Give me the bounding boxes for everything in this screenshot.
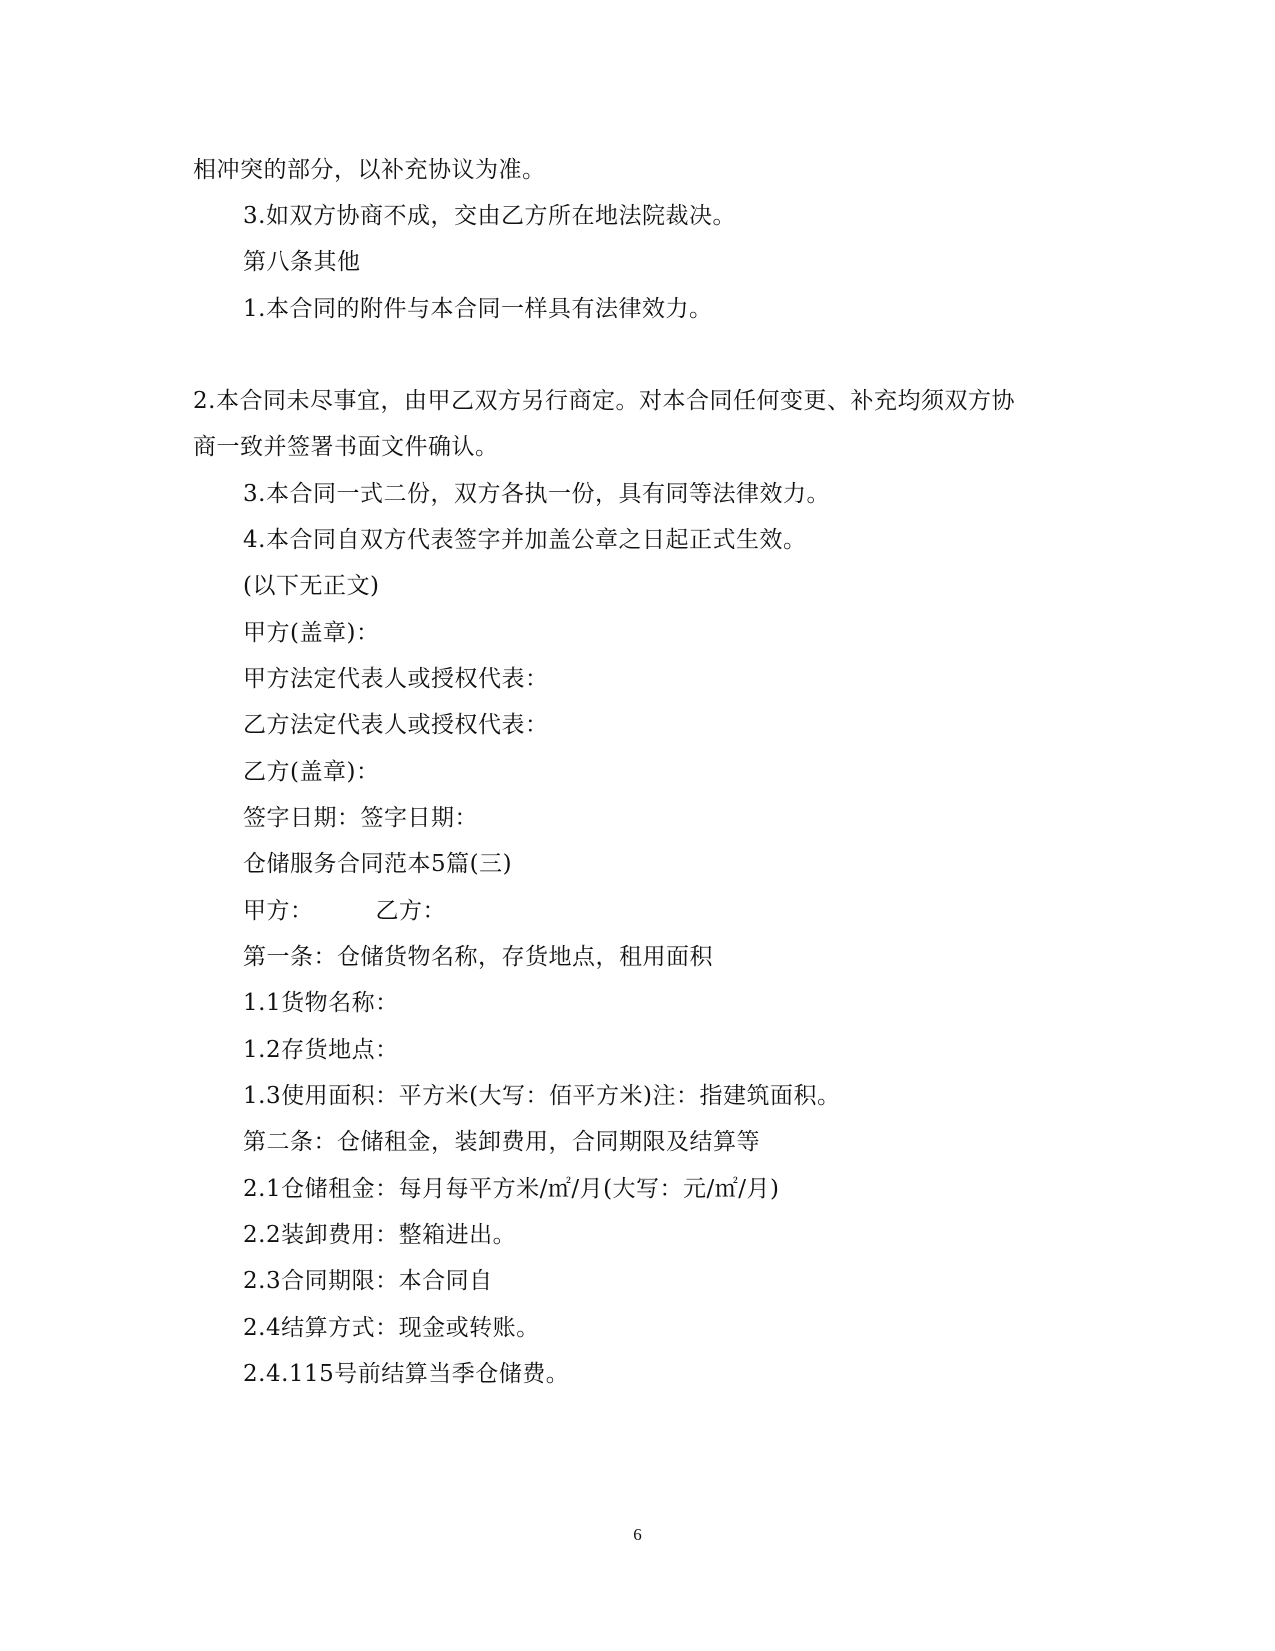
text-line: 2.4.115号前结算当季仓储费。	[243, 1361, 570, 1387]
text-line: 2.3合同期限：本合同自	[243, 1268, 493, 1294]
signature-field-label: 乙方法定代表人或授权代表：	[243, 712, 549, 738]
contract-title: 仓储服务合同范本5篇(三)	[243, 851, 513, 877]
text-line: 3.如双方协商不成，交由乙方所在地法院裁决。	[243, 203, 736, 229]
signature-field-label: 甲方法定代表人或授权代表：	[243, 666, 549, 692]
signature-field-label: 乙方(盖章)：	[243, 759, 380, 785]
text-line: 1.2存货地点：	[243, 1037, 399, 1063]
signature-field-label: 甲方(盖章)：	[243, 620, 380, 646]
text-line: 4.本合同自双方代表签字并加盖公章之日起正式生效。	[243, 527, 807, 553]
section-heading: 第二条：仓储租金，装卸费用，合同期限及结算等	[243, 1129, 760, 1155]
text-line: 3.本合同一式二份，双方各执一份，具有同等法律效力。	[243, 481, 830, 507]
text-line: 1.本合同的附件与本合同一样具有法律效力。	[243, 296, 713, 322]
section-heading: 第八条其他	[243, 249, 361, 275]
signature-date-label: 签字日期：签字日期：	[243, 805, 478, 831]
section-heading: 第一条：仓储货物名称，存货地点，租用面积	[243, 944, 713, 970]
text-line: 2.4结算方式：现金或转账。	[243, 1315, 540, 1341]
page-number: 6	[633, 1525, 642, 1544]
party-a-label: 甲方：	[243, 898, 314, 924]
text-line: (以下无正文)	[243, 573, 380, 599]
text-line: 1.3使用面积：平方米(大写：佰平方米)注：指建筑面积。	[243, 1083, 841, 1109]
text-line: 1.1货物名称：	[243, 990, 399, 1016]
text-line: 相冲突的部分，以补充协议为准。	[193, 157, 546, 183]
text-line: 2.1仓储租金：每月每平方米/㎡/月(大写：元/㎡/月)	[243, 1176, 780, 1202]
text-line: 2.本合同未尽事宜，由甲乙双方另行商定。对本合同任何变更、补充均须双方协	[193, 388, 1015, 414]
party-b-label: 乙方：	[375, 898, 446, 924]
party-line	[243, 896, 446, 926]
text-line: 商一致并签署书面文件确认。	[193, 434, 499, 460]
text-line: 2.2装卸费用：整箱进出。	[243, 1222, 517, 1248]
